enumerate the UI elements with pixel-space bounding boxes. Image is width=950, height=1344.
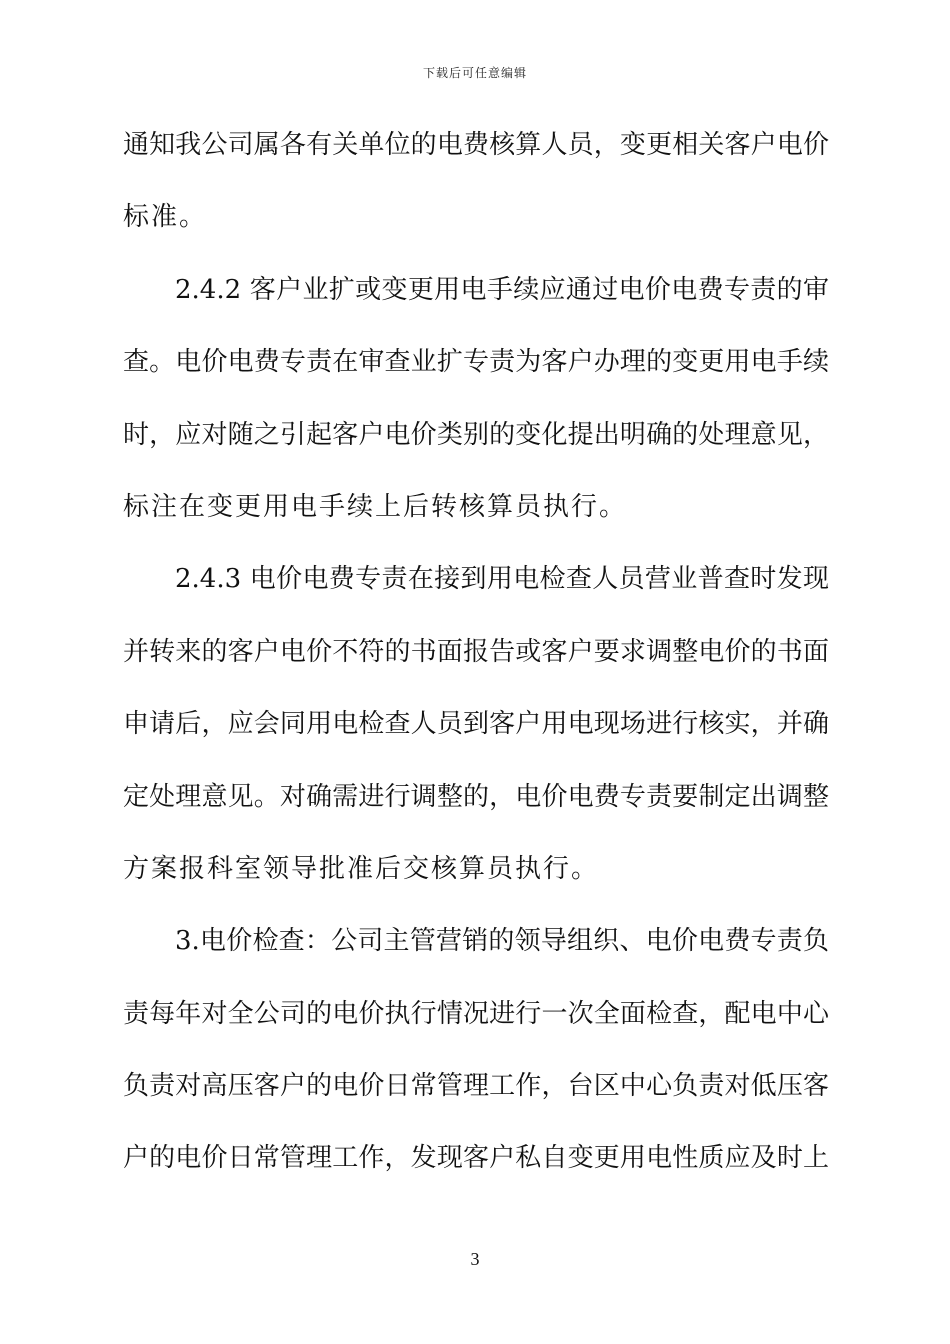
text-line: 查。电价电费专责在审查业扩专责为客户办理的变更用电手续 (123, 347, 829, 378)
text-line: 并转来的客户电价不符的书面报告或客户要求调整电价的书面 (123, 636, 829, 667)
text-line: 通知我公司属各有关单位的电费核算人员，变更相关客户电价 (123, 130, 829, 160)
text-line: 户的电价日常管理工作，发现客户私自变更用电性质应及时上 (123, 1143, 829, 1174)
text-line: 定处理意见。对确需进行调整的，电价电费专责要制定出调整 (123, 781, 829, 812)
page-number: 3 (470, 1249, 480, 1269)
text-line: 标准。 (123, 202, 208, 233)
text-line: 2.4.2 客户业扩或变更用电手续应通过电价电费专责的审 (175, 274, 829, 305)
text-line: 责每年对全公司的电价执行情况进行一次全面检查，配电中心 (123, 998, 829, 1029)
text-line: 3.电价检查：公司主管营销的领导组织、电价电费专责负 (175, 926, 829, 957)
text-line: 申请后，应会同用电检查人员到客户用电现场进行核实，并确 (123, 709, 829, 740)
text-line: 方案报科室领导批准后交核算员执行。 (123, 853, 600, 884)
text-line: 2.4.3 电价电费专责在接到用电检查人员营业普查时发现 (175, 564, 829, 595)
text-line: 负责对高压客户的电价日常管理工作，台区中心负责对低压客 (123, 1071, 829, 1102)
text-line: 时，应对随之引起客户电价类别的变化提出明确的处理意见， (123, 419, 829, 450)
page-header: 下载后可任意编辑 (422, 66, 527, 80)
text-line: 标注在变更用电手续上后转核算员执行。 (123, 491, 628, 522)
document-body (123, 121, 829, 1207)
